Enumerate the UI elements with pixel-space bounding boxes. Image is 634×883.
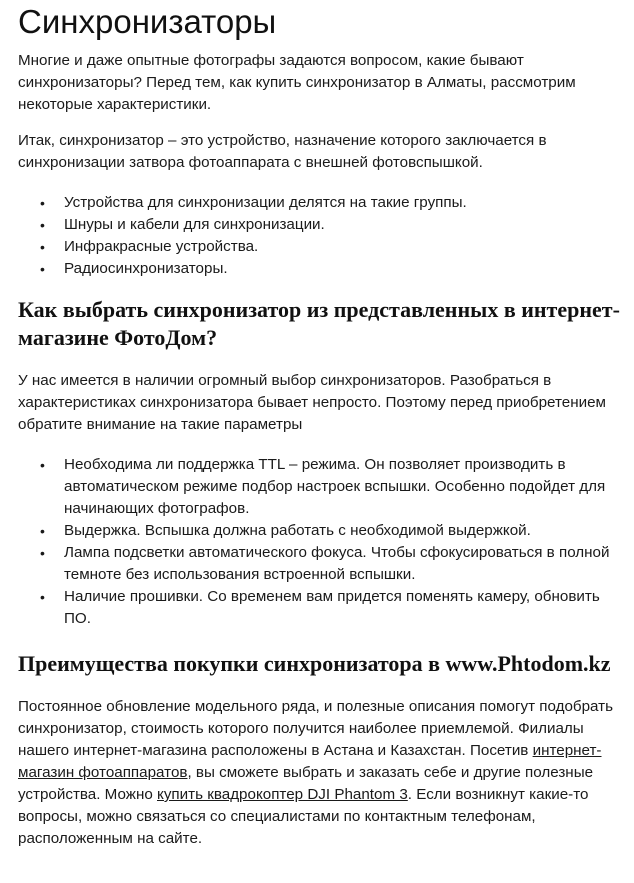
bullet-icon: • xyxy=(40,457,45,473)
list-item-text: Радиосинхронизаторы. xyxy=(64,260,228,277)
paragraph-text: , вы сможете выбрать и заказать себе и другие полезные устройства. Можно xyxy=(18,764,594,803)
section2-paragraph xyxy=(18,696,622,850)
list-item-text: Необходима ли поддержка TTL – режима. Он позволяет производить в автоматическом режиме подбор настроек вспышки. Особенно подойдет для начинающих фотографов. xyxy=(64,456,606,517)
section-heading-advantages: Преимущества покупки синхронизатора в www.Phtodom.kz xyxy=(18,651,611,676)
list-item xyxy=(18,214,622,236)
list-item xyxy=(18,520,622,542)
intro-paragraph-1: Многие и даже опытные фотографы задаются вопросом, какие бывают синхронизаторы? Перед тем, как купить синхронизатор в Алматы, рассмотрим некоторые характеристики. xyxy=(18,52,576,113)
section-heading-how-to-choose: Как выбрать синхронизатор из представленных в интернет-магазине ФотоДом? xyxy=(18,297,620,350)
bullet-icon: • xyxy=(40,523,45,539)
bullet-icon: • xyxy=(40,261,45,277)
list-item-text: Устройства для синхронизации делятся на такие группы. xyxy=(64,194,467,211)
bullet-icon: • xyxy=(40,239,45,255)
list-item xyxy=(18,236,622,258)
bullet-icon: • xyxy=(40,589,45,605)
list-item-text: Шнуры и кабели для синхронизации. xyxy=(64,216,325,233)
camera-shop-link[interactable]: интернет-магазин фотоаппаратов xyxy=(18,742,602,781)
intro-paragraph-2: Итак, синхронизатор – это устройство, назначение которого заключается в синхронизации затвора фотоаппарата с внешней фотовспышкой. xyxy=(18,132,547,171)
list-item xyxy=(18,586,622,630)
list-item xyxy=(18,454,622,520)
list-item xyxy=(18,542,622,586)
parameters-list xyxy=(18,454,622,630)
page-title: Синхронизаторы xyxy=(18,3,277,40)
list-item-text: Выдержка. Вспышка должна работать с необходимой выдержкой. xyxy=(64,522,531,539)
list-item-text: Наличие прошивки. Со временем вам придется поменять камеру, обновить ПО. xyxy=(64,588,600,627)
buy-quadcopter-link[interactable]: купить квадрокоптер DJI Phantom 3 xyxy=(157,786,408,803)
list-item-text: Лампа подсветки автоматического фокуса. Чтобы сфокусироваться в полной темноте без использования встроенной вспышки. xyxy=(64,544,610,583)
paragraph-text: Постоянное обновление модельного ряда, и полезные описания помогут подобрать синхронизатор, стоимость которого получится наиболее приемлемой. Филиалы нашего интернет-магазина расположены в Астана и Казахстан. Посетив xyxy=(18,698,614,759)
list-item xyxy=(18,258,622,280)
paragraph-text: . Если возникнут какие-то вопросы, можно связаться со специалистами по контактным телефонам, расположенным на сайте. xyxy=(18,786,589,847)
list-item xyxy=(18,192,622,214)
section1-paragraph: У нас имеется в наличии огромный выбор синхронизаторов. Разобраться в характеристиках синхронизатора бывает непросто. Поэтому перед приобретением обратите внимание на такие параметры xyxy=(18,372,606,433)
bullet-icon: • xyxy=(40,545,45,561)
list-item-text: Инфракрасные устройства. xyxy=(64,238,259,255)
bullet-icon: • xyxy=(40,195,45,211)
bullet-icon: • xyxy=(40,217,45,233)
sync-types-list xyxy=(18,192,622,280)
article xyxy=(18,0,622,864)
